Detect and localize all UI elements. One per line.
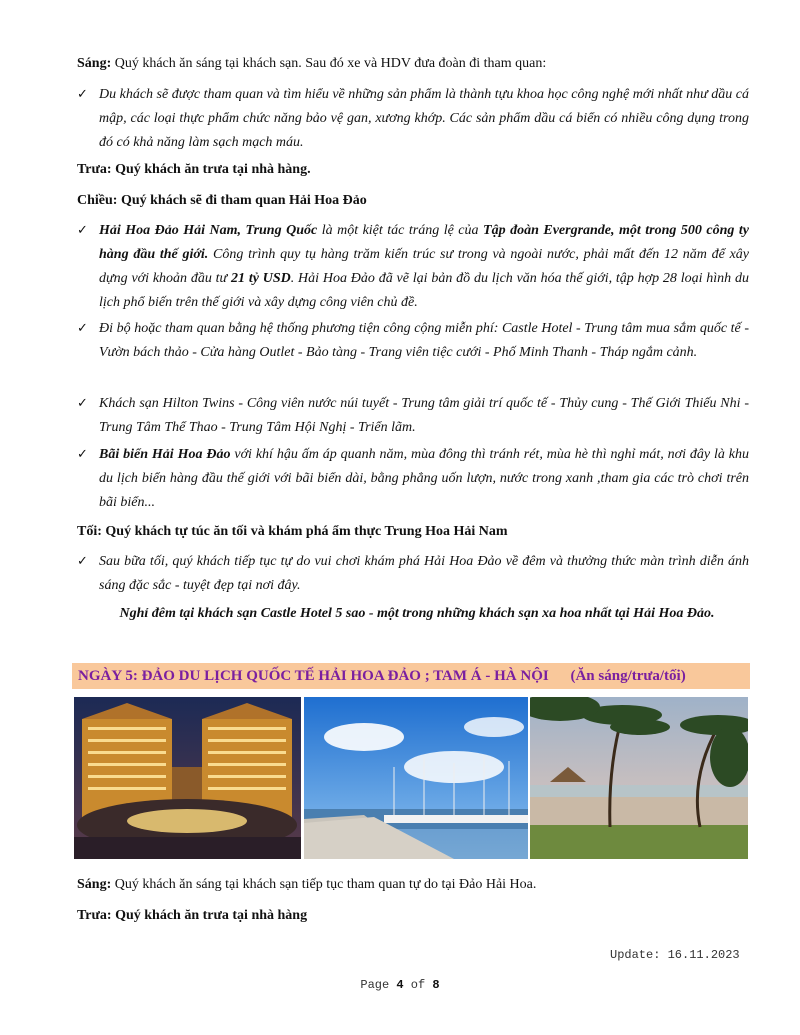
- check-icon: ✓: [77, 554, 88, 569]
- page-word: Page: [360, 978, 390, 992]
- bullet-text: [99, 219, 749, 315]
- morning-label: Sáng:: [77, 56, 112, 71]
- bullet-haihoa: [77, 219, 749, 315]
- photo-marina: [304, 697, 528, 859]
- bullet-beach: [77, 443, 749, 515]
- check-icon: ✓: [77, 447, 88, 462]
- overnight-note: Nghỉ đêm tại khách sạn Castle Hotel 5 sao - một trong những khách sạn xa hoa nhất tại Hải Hoa Đảo.: [119, 606, 715, 621]
- morning-text: Quý khách ăn sáng tại khách sạn. Sau đó xe và HDV đưa đoàn đi tham quan:: [111, 56, 547, 71]
- of-word: of: [410, 978, 426, 992]
- bullet-hilton: [77, 392, 749, 440]
- page-total: 8: [432, 978, 440, 992]
- bold-text: Hải Hoa Đảo Hải Nam, Trung Quốc: [99, 223, 318, 238]
- page-current: 4: [396, 978, 404, 992]
- photo-castle-hotel: [74, 697, 301, 859]
- bullet-night: [77, 550, 749, 598]
- morning-label: Sáng:: [77, 877, 112, 892]
- bullet-text: Khách sạn Hilton Twins - Công viên nước núi tuyết - Trung tâm giải trí quốc tế - Thủy cung - Thế Giới Thiếu Nhi - Trung Tâm Thể Thao - Trung Tâm Hội Nghị - Triển lãm.: [99, 396, 749, 435]
- bullet-walk: [77, 317, 749, 365]
- check-icon: ✓: [77, 321, 88, 336]
- bold-text: Tập đoàn Evergrande, một trong 500 công ty hàng đầu thế giới.: [99, 223, 750, 262]
- page-number: [0, 978, 800, 992]
- lunch-heading: Trưa: Quý khách ăn trưa tại nhà hàng.: [77, 162, 311, 177]
- bullet-text: Đi bộ hoặc tham quan bằng hệ thống phương tiện công cộng miễn phí: Castle Hotel - Trung tâm mua sắm quốc tế - Vườn bách thảo - Cửa hàng Outlet - Bảo tàng - Trang viên tiệc cưới - Phố Minh Thanh - Tháp ngắm cảnh.: [99, 321, 749, 360]
- day5-meals: (Ăn sáng/trưa/tối): [570, 668, 686, 684]
- morning-text: Quý khách ăn sáng tại khách sạn tiếp tục tham quan tự do tại Đảo Hải Hoa.: [111, 877, 537, 892]
- text: . Hải Hoa Đảo đã vẽ lại bản đồ du lịch văn hóa thế giới, tập hợp 28 loại hình du lịch phổ biến trên thế giới và xây dựng công viên chủ đề.: [99, 271, 749, 310]
- update-date: Update: 16.11.2023: [610, 948, 740, 962]
- bullet-text: Du khách sẽ được tham quan và tìm hiểu về những sản phẩm là thành tựu khoa học công nghệ mới nhất như dầu cá mập, các loại thực phẩm chức năng bảo vệ gan, xương khớp. Các sản phẩm dầu cá biển có nhiều công dụng trong đó có khả năng làm sạch mạch máu.: [99, 87, 749, 150]
- check-icon: ✓: [77, 87, 88, 102]
- evening-heading: Tối: Quý khách tự túc ăn tối và khám phá ẩm thực Trung Hoa Hải Nam: [77, 524, 508, 539]
- day5-header: [72, 663, 750, 689]
- day5-lunch-heading: Trưa: Quý khách ăn trưa tại nhà hàng: [77, 908, 308, 923]
- text: với khí hậu ấm áp quanh năm, mùa đông thì tránh rét, mùa hè thì nghỉ mát, nơi đây là khu du lịch biển hàng đầu thế giới với bãi biển dài, bằng phẳng uốn lượn, nước trong xanh ,tham gia các trò chơi trên bãi biển...: [99, 447, 749, 510]
- bullet-text: [99, 443, 749, 515]
- photo-beach: [530, 697, 748, 859]
- check-icon: ✓: [77, 396, 88, 411]
- text: là một kiệt tác tráng lệ của: [317, 223, 484, 238]
- afternoon-heading: Chiều: Quý khách sẽ đi tham quan Hải Hoa Đảo: [77, 193, 367, 208]
- bold-text: 21 tỷ USD: [231, 271, 291, 286]
- bullet-text: Sau bữa tối, quý khách tiếp tục tự do vui chơi khám phá Hải Hoa Đảo về đêm và thưởng thức màn trình diễn ánh sáng đặc sắc - tuyệt đẹp tại nơi đây.: [99, 554, 749, 593]
- text: Công trình quy tụ hàng trăm kiến trúc sư trong và ngoài nước, phải mất đến 12 năm để xây dựng với khoản đầu tư: [99, 247, 749, 286]
- day5-title: NGÀY 5: ĐẢO DU LỊCH QUỐC TẾ HẢI HOA ĐẢO ; TAM Á - HÀ NỘI: [78, 668, 549, 684]
- check-icon: ✓: [77, 223, 88, 238]
- bold-text: Bãi biển Hải Hoa Đảo: [99, 447, 231, 462]
- bullet-products: [77, 83, 749, 155]
- day5-morning-paragraph: [77, 875, 757, 895]
- morning-paragraph: [77, 54, 757, 74]
